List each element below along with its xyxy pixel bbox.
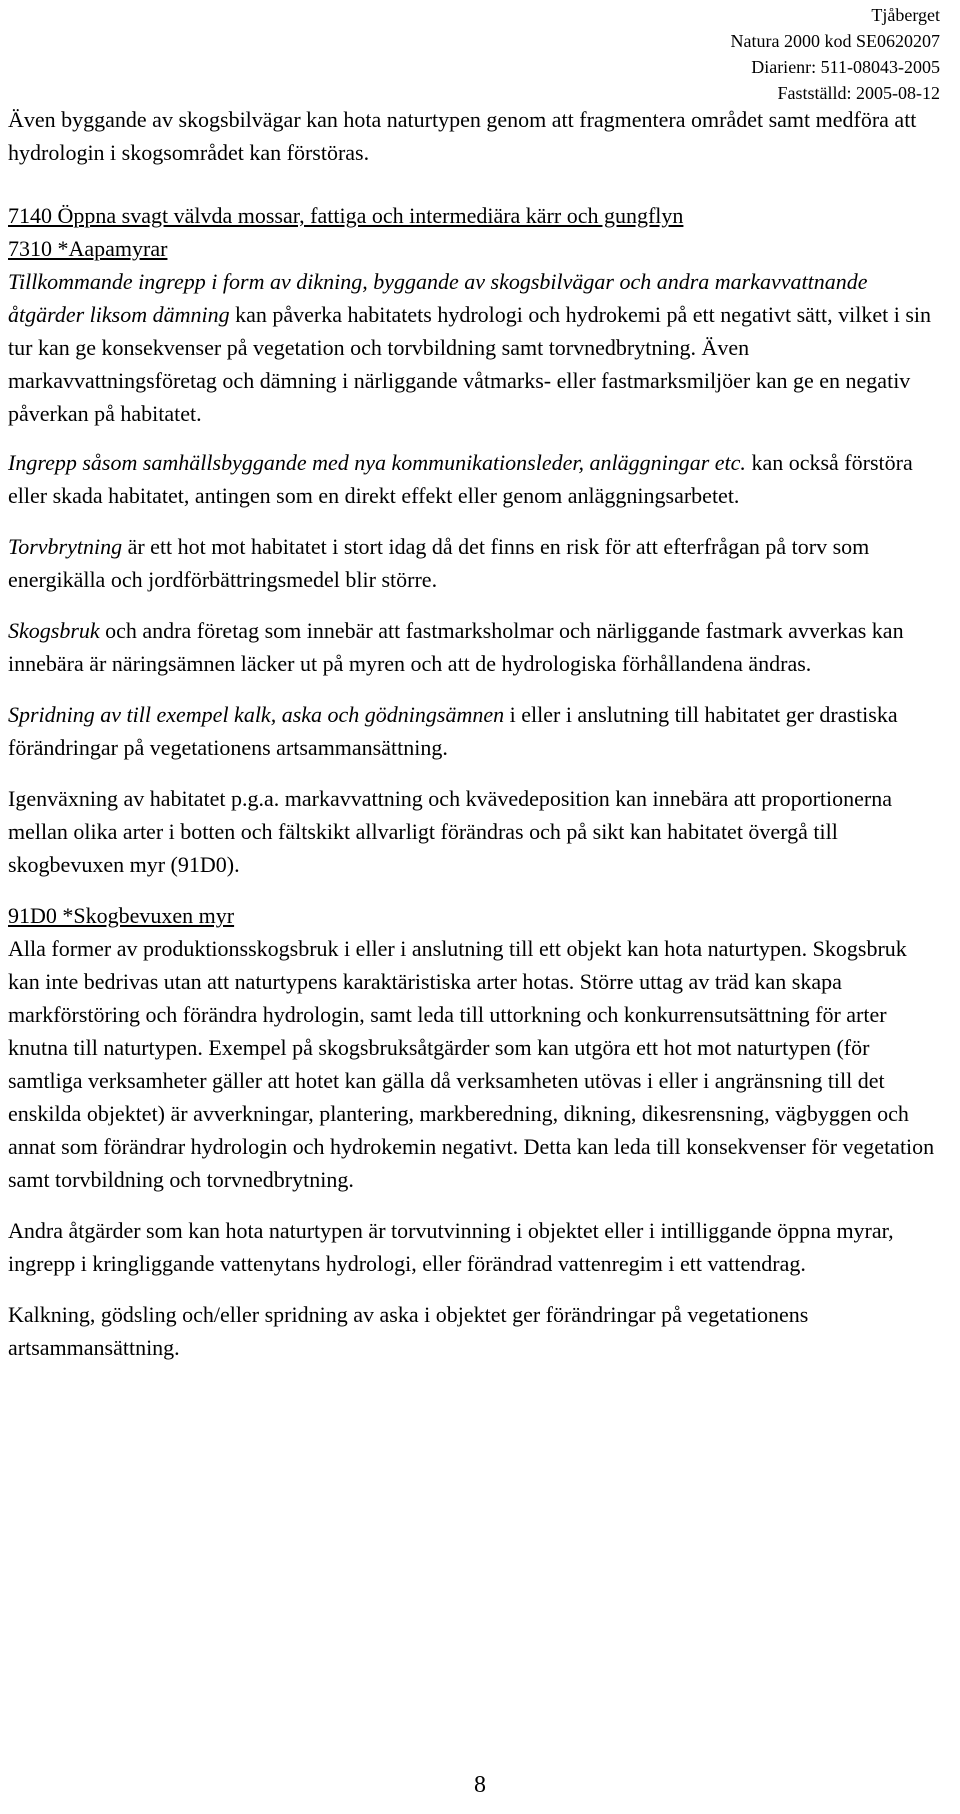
threat-drainage-italic: Tillkommande ingrepp i form av dikning, byggande av skogsbilvägar och andra markavvattnande åtgärder liksom dämning [8, 269, 868, 327]
paragraph-other-measures: Andra åtgärder som kan hota naturtypen är torvutvinning i objektet eller i intilliggande öppna myrar, ingrepp i kringliggande vattenytans hydrologi, eller förändrad vattenregim i ett vattendrag. [8, 1218, 894, 1276]
threat-liming-text: i eller i anslutning till habitatet ger drastiska förändringar på vegetationens artsammansättning. [8, 702, 898, 760]
threat-infrastructure-text: kan också förstöra eller skada habitatet, antingen som en direkt effekt eller genom anläggningsarbetet. [8, 450, 913, 508]
section-7140-heading: 7140 Öppna svagt välvda mossar, fattiga och intermediära kärr och gungflyn [8, 203, 684, 228]
threat-infrastructure-italic: Ingrepp såsom samhällsbyggande med nya kommunikationsleder, anläggningar etc. [8, 450, 746, 475]
section-91D0-paragraph: Alla former av produktionsskogsbruk i eller i anslutning till ett objekt kan hota naturtypen. Skogsbruk kan inte bedrivas utan att naturtypens karaktäristiska arter hotas. Större uttag av träd kan skapa markförstöring och förändra hydrologin, samt leda till uttorkning och konkurrensutsättning för arter knutna till naturtypen. Exempel på skogsbruksåtgärder som kan utgöra ett hot mot naturtypen (för samtliga verksamheter gäller att hotet kan gälla då verksamheten utövas i eller i angränsning till det enskilda objektet) är avverkningar, plantering, markberedning, dikning, dikesrensning, vägbyggen och annat som förändrar hydrologin och hydrokemin negativt. Detta kan leda till konsekvenser för vegetation samt torvbildning och torvnedbrytning. [8, 936, 935, 1192]
paragraph-liming [8, 698, 943, 764]
section-91D0-heading: 91D0 *Skogbevuxen myr [8, 903, 235, 928]
paragraph-infrastructure [8, 446, 943, 512]
header-established-date: Fastställd: 2005-08-12 [777, 83, 940, 103]
paragraph-peat-extraction [8, 530, 943, 596]
section-7310-heading: 7310 *Aapamyrar [8, 236, 168, 261]
threat-forestry-text: och andra företag som innebär att fastmarksholmar och närliggande fastmark avverkas kan innebära är näringsämnen läcker ut på myren och att de hydrologiska förhållandena ändras. [8, 618, 904, 676]
document-body [8, 103, 943, 1382]
paragraph-forestry [8, 614, 943, 680]
page-number: 8 [474, 1772, 486, 1798]
paragraph-liming-fertilizing: Kalkning, gödsling och/eller spridning av aska i objektet ger förändringar på vegetationens artsammansättning. [8, 1302, 809, 1360]
section-7140-block [8, 199, 943, 430]
threat-drainage-text: kan påverka habitatets hydrologi och hydrokemi på ett negativt sätt, vilket i sin tur kan ge konsekvenser på vegetation och torvbildning samt torvnedbrytning. Även markavvattningsföretag och dämning i närliggande våtmarks- eller fastmarksmiljöer kan ge en negativ påverkan på habitatet. [8, 302, 932, 426]
header-diary-number: Diarienr: 511-08043-2005 [751, 57, 940, 77]
threat-liming-italic: Spridning av till exempel kalk, aska och gödningsämnen [8, 702, 505, 727]
intro-paragraph: Även byggande av skogsbilvägar kan hota naturtypen genom att fragmentera området samt medföra att hydrologin i skogsområdet kan förstöras. [8, 107, 917, 165]
header-natura-code: Natura 2000 kod SE0620207 [730, 31, 940, 51]
section-91D0-block [8, 899, 943, 1196]
paragraph-overgrowth: Igenväxning av habitatet p.g.a. markavvattning och kvävedeposition kan innebära att proportionerna mellan olika arter i botten och fältskikt allvarligt förändras och på sikt kan habitatet övergå till skogbevuxen myr (91D0). [8, 786, 892, 877]
threat-peat-italic: Torvbrytning [8, 534, 123, 559]
threat-forestry-italic: Skogsbruk [8, 618, 100, 643]
threat-peat-text: är ett hot mot habitatet i stort idag då det finns en risk för att efterfrågan på torv som energikälla och jordförbättringsmedel blir större. [8, 534, 870, 592]
header-site-name: Tjåberget [871, 5, 940, 25]
document-header [731, 2, 940, 106]
